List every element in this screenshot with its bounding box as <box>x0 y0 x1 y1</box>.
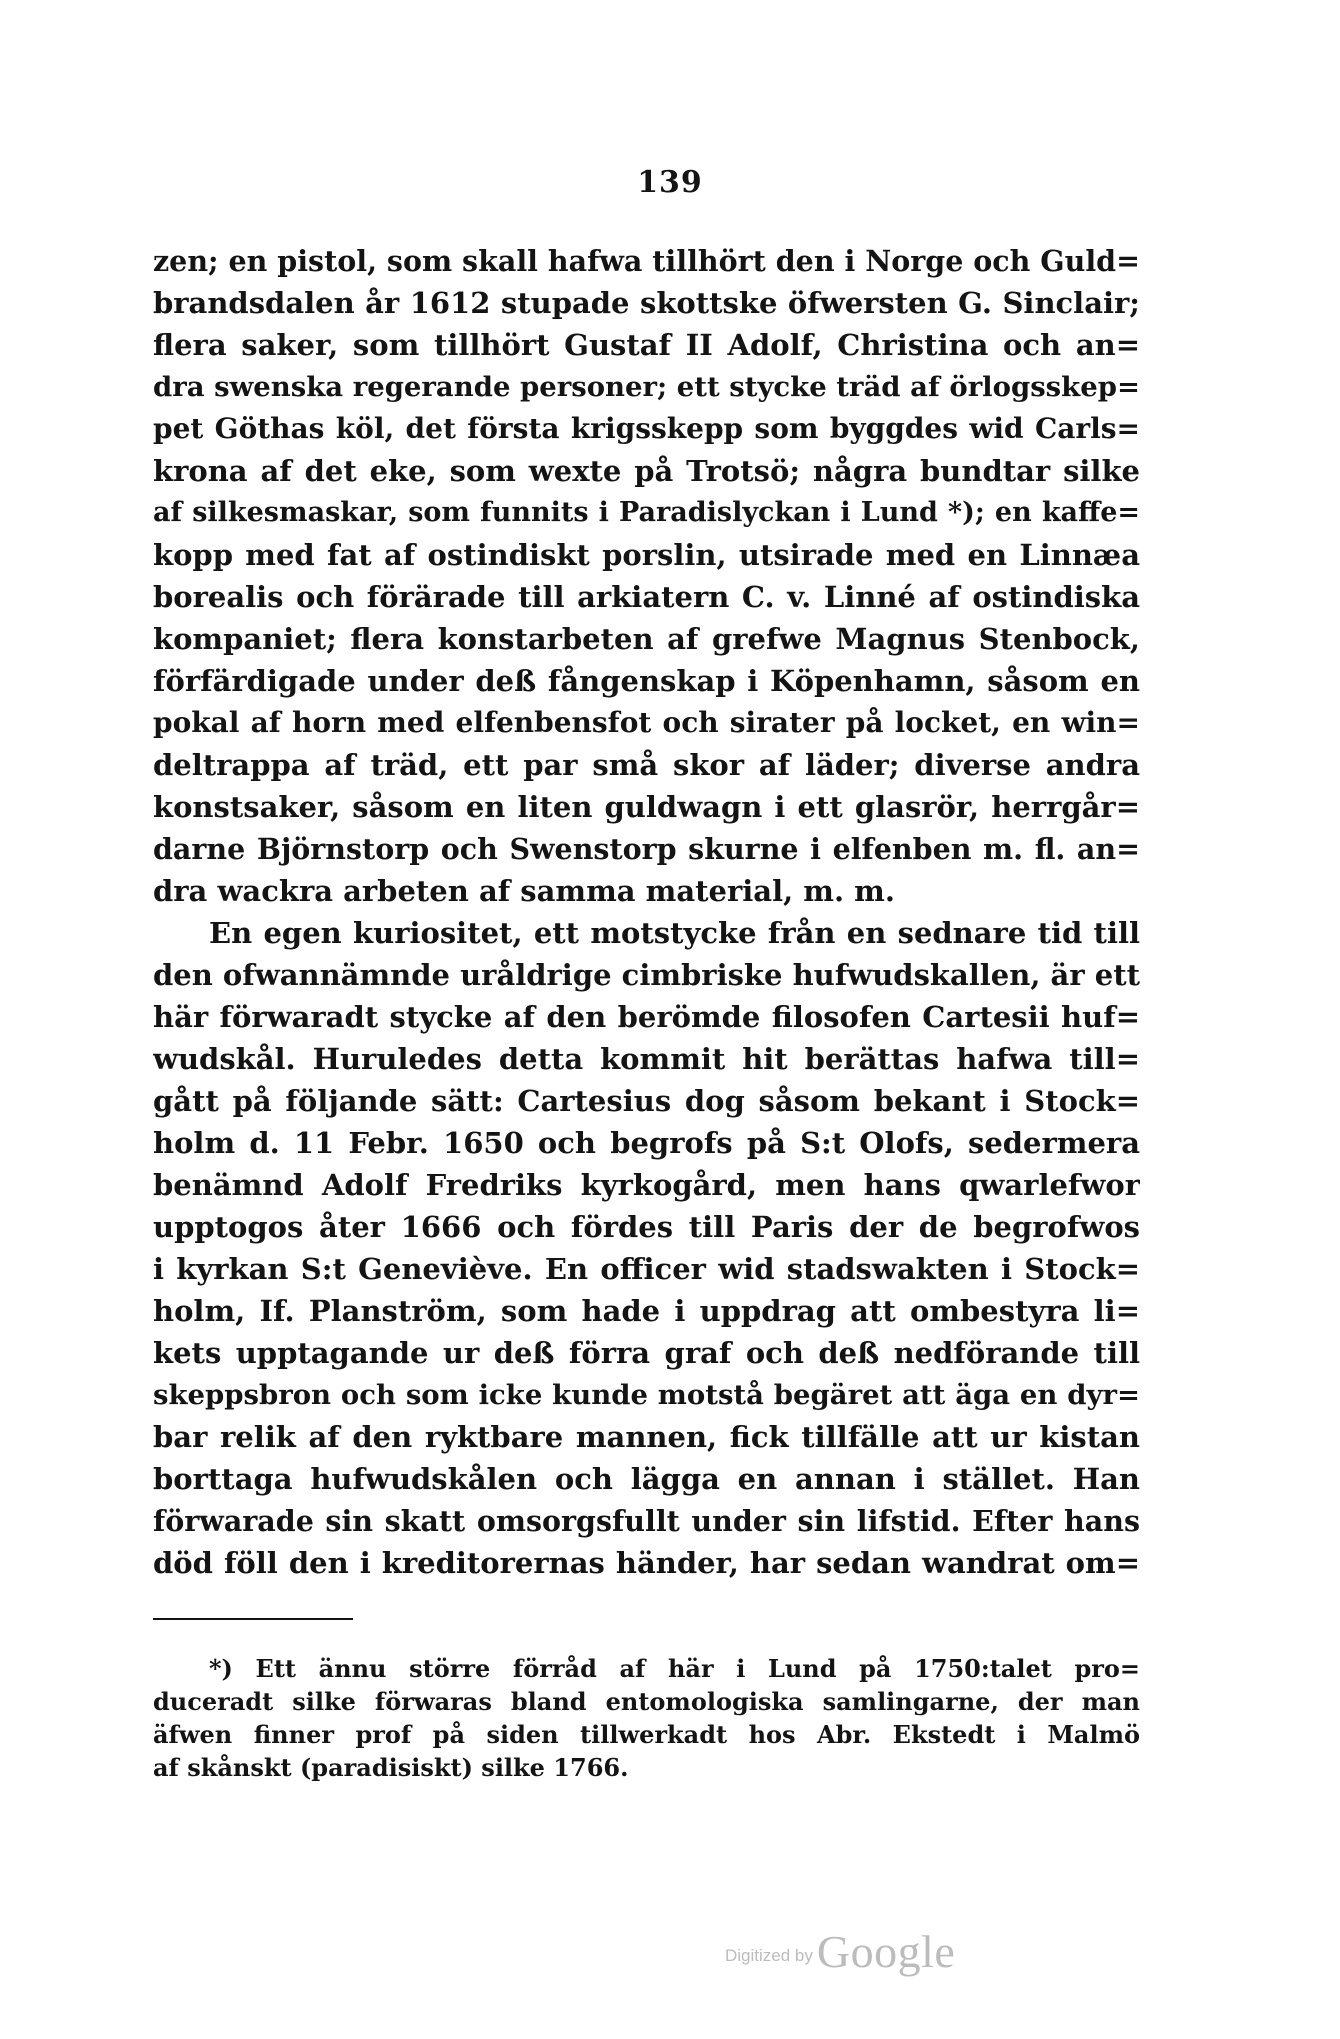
text-line: borealis och förärade till arkiatern C. v. Linné af ostindiska <box>153 580 1140 614</box>
text-line: i kyrkan S:t Geneviève. En officer wid stadswakten i Stock= <box>153 1252 1140 1286</box>
text-line: skeppsbron och som icke kunde motstå begäret att äga en dyr= <box>153 1379 1140 1411</box>
text-line: gått på följande sätt: Cartesius dog såsom bekant i Stock= <box>153 1084 1140 1118</box>
footnote-line: duceradt silke förwaras bland entomologiska samlingarne, der man <box>153 1687 1140 1716</box>
text-line: kompaniet; flera konstarbeten af grefwe Magnus Stenbock, <box>153 622 1140 656</box>
text-line: holm, If. Planström, som hade i uppdrag att ombestyra li= <box>153 1294 1140 1328</box>
footnote-line: äfwen finner prof på siden tillwerkadt hos Abr. Ekstedt i Malmö <box>153 1720 1140 1749</box>
text-line: död föll den i kreditorernas händer, har sedan wandrat om= <box>153 1546 1140 1580</box>
text-line: kopp med fat af ostindiskt porslin, utsirade med en Linnæa <box>153 538 1140 572</box>
text-line: zen; en pistol, som skall hafwa tillhört den i Norge och Guld= <box>153 244 1140 278</box>
text-line: pet Göthas köl, det första krigsskepp som byggdes wid Carls= <box>153 412 1140 445</box>
text-line: dra wackra arbeten af samma material, m. m. <box>153 874 895 908</box>
text-line: konstsaker, såsom en liten guldwagn i ett glasrör, herrgår= <box>153 790 1140 824</box>
footnote-block <box>153 1652 1140 1784</box>
text-line: deltrappa af träd, ett par små skor af läder; diverse andra <box>153 748 1140 782</box>
text-line: holm d. 11 Febr. 1650 och begrofs på S:t Olofs, sedermera <box>153 1126 1140 1160</box>
text-line: darne Björnstorp och Swenstorp skurne i elfenben m. fl. an= <box>153 832 1140 866</box>
text-line: benämnd Adolf Fredriks kyrkogård, men hans qwarlefwor <box>153 1168 1140 1202</box>
main-text-block <box>153 240 1140 1584</box>
text-line: brandsdalen år 1612 stupade skottske öfwersten G. Sinclair; <box>153 286 1140 320</box>
text-line: flera saker, som tillhört Gustaf II Adolf, Christina och an= <box>153 328 1140 362</box>
footnote-line: *) Ett ännu större förråd af här i Lund på 1750:talet pro= <box>209 1654 1140 1683</box>
text-line: här förwaradt stycke af den berömde filosofen Cartesii huf= <box>153 1000 1140 1034</box>
google-logo: Google <box>816 1926 956 1977</box>
text-line: den ofwannämnde uråldrige cimbriske hufwudskallen, är ett <box>153 958 1140 992</box>
text-line: pokal af horn med elfenbensfot och sirater på locket, en win= <box>153 706 1140 739</box>
text-line: bar relik af den ryktbare mannen, fick tillfälle att ur kistan <box>153 1420 1140 1454</box>
text-line: krona af det eke, som wexte på Trotsö; några bundtar silke <box>153 454 1140 488</box>
text-line: förfärdigade under deß fångenskap i Köpenhamn, såsom en <box>153 664 1140 698</box>
text-line: dra swenska regerande personer; ett stycke träd af örlogsskep= <box>153 371 1140 403</box>
page-number: 139 <box>637 165 703 200</box>
watermark-prefix: Digitized by <box>725 1946 813 1965</box>
text-line: af silkesmaskar, som funnits i Paradislyckan i Lund *); en kaffe= <box>153 497 1140 528</box>
footnote-divider <box>153 1618 353 1620</box>
text-line: kets upptagande ur deß förra graf och deß nedförande till <box>153 1336 1140 1370</box>
text-line: borttaga hufwudskålen och lägga en annan i stället. Han <box>153 1462 1140 1496</box>
footnote-line: af skånskt (paradisiskt) silke 1766. <box>153 1753 629 1782</box>
text-line: wudskål. Huruledes detta kommit hit berättas hafwa till= <box>153 1042 1140 1076</box>
text-line: förwarade sin skatt omsorgsfullt under sin lifstid. Efter hans <box>153 1504 1140 1538</box>
digitized-watermark <box>725 1925 955 1978</box>
paragraph-start-line: En egen kuriositet, ett motstycke från en sednare tid till <box>209 916 1140 950</box>
text-line: upptogos åter 1666 och fördes till Paris der de begrofwos <box>153 1210 1140 1244</box>
